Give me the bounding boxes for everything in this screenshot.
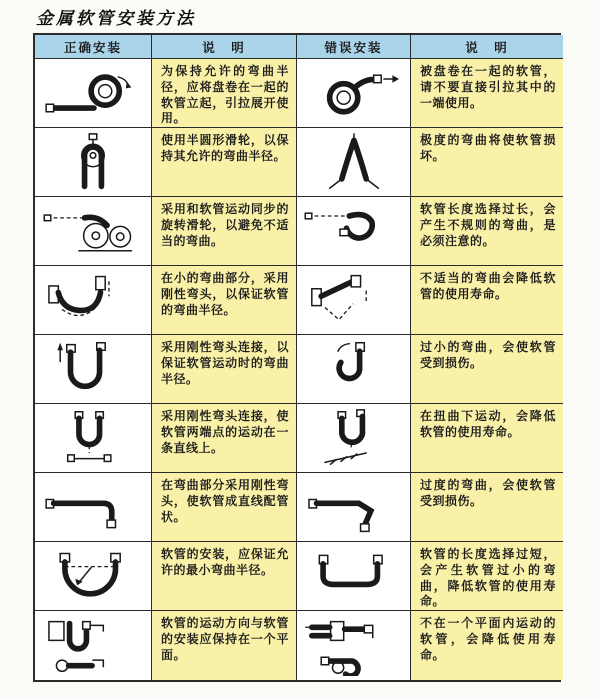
wrong-installation-image	[297, 542, 411, 611]
wrong-installation-image	[297, 197, 411, 266]
correct-installation-image	[35, 59, 152, 128]
correct-installation-description	[152, 266, 297, 335]
hose-extreme-bend-icon	[302, 132, 406, 192]
description-text: 软管的安装，应保证允许的最小弯曲半径。	[161, 547, 289, 577]
hose-too-long-loop-icon	[302, 201, 406, 261]
description-text: 不适当的弯曲会降低软管的使用寿命。	[420, 271, 556, 301]
description-text: 软管长度选择过长，会产生不规则的弯曲，是必须注意的。	[420, 202, 556, 248]
wrong-installation-image	[297, 611, 411, 680]
description-text: 被盘卷在一起的软管，请不要直接引拉其中的一端使用。	[420, 64, 556, 110]
wrong-installation-description	[411, 611, 563, 680]
hose-over-pulley-icon	[41, 132, 145, 192]
description-text: 软管的长度选择过短，会产生软管过小的弯曲，降低软管的使用寿命。	[420, 547, 556, 609]
hose-min-bend-radius-u-icon	[41, 546, 145, 606]
correct-installation-description	[152, 335, 297, 404]
hose-u-rigid-elbows-icon	[41, 339, 145, 399]
description-text: 采用刚性弯头连接，使软管两端点的运动在一条直线上。	[161, 409, 289, 455]
wrong-installation-image	[297, 59, 411, 128]
description-text: 不在一个平面内运动的软管，会降低使用寿命。	[420, 616, 556, 662]
correct-installation-description	[152, 611, 297, 680]
description-text: 软管的运动方向与软管的安装应保持在一个平面。	[161, 616, 289, 662]
column-header-correct: 正确安装	[35, 35, 152, 59]
wrong-installation-description	[411, 266, 563, 335]
hose-coil-unrolled-icon	[41, 63, 145, 123]
wrong-installation-description	[411, 542, 563, 611]
hose-non-planar-motion-icon	[302, 616, 406, 676]
wrong-installation-description	[411, 59, 563, 128]
correct-installation-image	[35, 266, 152, 335]
wrong-installation-description	[411, 473, 563, 542]
hose-u-inline-motion-icon	[41, 408, 145, 468]
description-text: 极度的弯曲将使软管损坏。	[420, 133, 556, 163]
hose-improper-bend-icon	[302, 270, 406, 330]
hose-too-short-u-icon	[302, 546, 406, 606]
description-text: 在扭曲下运动，会降低软管的使用寿命。	[420, 409, 556, 439]
wrong-installation-description	[411, 197, 563, 266]
correct-installation-image	[35, 611, 152, 680]
description-text: 在弯曲部分采用刚性弯头，使软管成直线配管状。	[161, 478, 289, 524]
hose-straight-with-elbow-icon	[41, 477, 145, 537]
correct-installation-description	[152, 197, 297, 266]
hose-sync-rollers-icon	[41, 201, 145, 261]
correct-installation-image	[35, 335, 152, 404]
correct-installation-image	[35, 128, 152, 197]
hose-twisted-motion-icon	[302, 408, 406, 468]
correct-installation-description	[152, 473, 297, 542]
correct-installation-image	[35, 197, 152, 266]
hose-single-plane-motion-icon	[41, 616, 145, 676]
wrong-installation-image	[297, 404, 411, 473]
description-text: 采用刚性弯头连接，以保证软管运动时的弯曲半径。	[161, 340, 289, 386]
wrong-installation-image	[297, 128, 411, 197]
column-header-wrong-note: 说 明	[411, 35, 563, 59]
hose-coil-pulled-icon	[302, 63, 406, 123]
column-header-correct-note: 说 明	[152, 35, 297, 59]
correct-installation-description	[152, 59, 297, 128]
installation-table	[33, 33, 561, 682]
description-text: 使用半圆形滑轮，以保持其允许的弯曲半径。	[161, 133, 289, 163]
description-text: 在小的弯曲部分，采用刚性弯头，以保证软管的弯曲半径。	[161, 271, 289, 317]
correct-installation-image	[35, 473, 152, 542]
hose-rigid-elbow-curve-icon	[41, 270, 145, 330]
correct-installation-description	[152, 404, 297, 473]
description-text: 采用和软管运动同步的旋转滑轮，以避免不适当的弯曲。	[161, 202, 289, 248]
wrong-installation-image	[297, 266, 411, 335]
correct-installation-description	[152, 542, 297, 611]
wrong-installation-description	[411, 404, 563, 473]
page-title: 金属软管安装方法	[36, 9, 196, 29]
column-header-wrong: 错误安装	[297, 35, 411, 59]
wrong-installation-image	[297, 473, 411, 542]
hose-overbent-elbow-icon	[302, 477, 406, 537]
wrong-installation-image	[297, 335, 411, 404]
wrong-installation-description	[411, 128, 563, 197]
correct-installation-description	[152, 128, 297, 197]
description-text: 过小的弯曲，会使软管受到损伤。	[420, 340, 556, 370]
hose-too-small-bend-icon	[302, 339, 406, 399]
correct-installation-image	[35, 404, 152, 473]
wrong-installation-description	[411, 335, 563, 404]
correct-installation-image	[35, 542, 152, 611]
description-text: 过度的弯曲，会使软管受到损伤。	[420, 478, 556, 508]
description-text: 为保持允许的弯曲半径，应将盘卷在一起的软管立起，引拉展开使用。	[161, 64, 289, 126]
